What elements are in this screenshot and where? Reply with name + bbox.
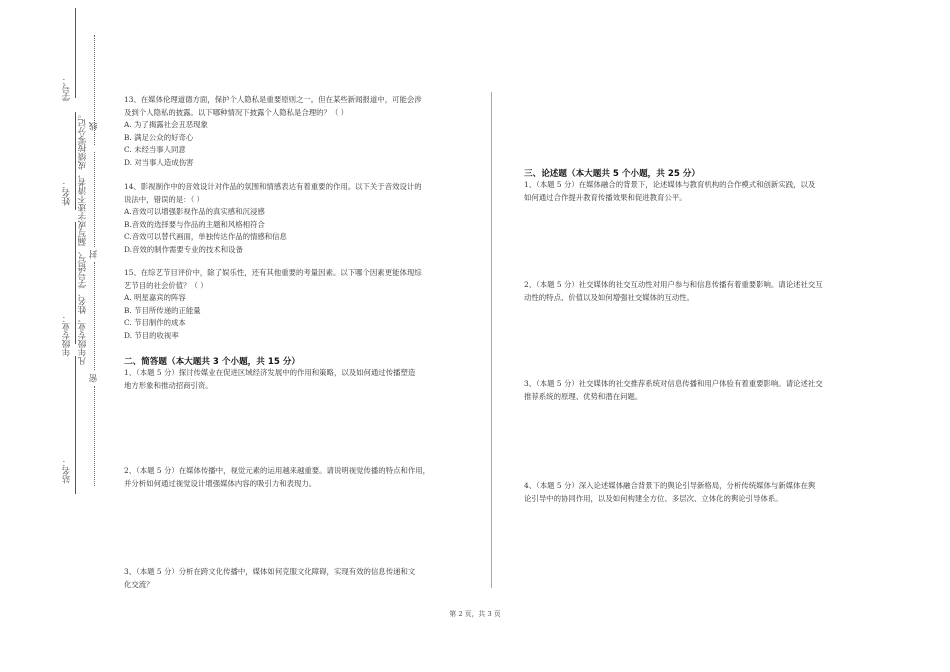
q14-option-a: A.音效可以增强影视作品的真实感和沉浸感 (124, 207, 265, 216)
q13-option-b: B. 满足公众的好奇心 (124, 132, 194, 142)
name-line (75, 112, 76, 210)
seal-dotted-line-2 (94, 152, 95, 247)
essay4-line-2: 论引导中的协同作用，以及如何构建全方位、多层次、立体化的舆论引导体系。 (524, 493, 783, 503)
q15-option-a: A. 明星嘉宾的阵容 (124, 293, 186, 302)
q14-stem-1: 14、影视制作中的音效设计对作品的氛围和情感表达有着重要的作用。以下关于音效设计的 (124, 182, 422, 191)
seal-dotted-line-3 (94, 262, 95, 370)
class-label: 年级专业： (62, 314, 72, 357)
sa2-line-1: 2、（本题 5 分）在媒体传播中，视觉元素的运用越来越重要。请说明视觉传播的特点和作用， (124, 466, 431, 475)
sa1-line-1: 1、（本题 5 分）探讨传媒业在促进区域经济发展中的作用和策略，以及如何通过传播塑造 (124, 368, 416, 377)
q13-option-d: D. 对当事人造成伤害 (124, 157, 194, 167)
q13-stem-2: 及到个人隐私的披露。以下哪种情况下披露个人隐私是合理的？（ ） (124, 107, 349, 117)
binding-notice: 凡年级专业、姓名、学号错写、漏写或字迹不清者，成绩按零分记。 (78, 110, 88, 365)
sa3-line-2: 化交流？ (124, 579, 154, 589)
essay-3 (524, 378, 884, 403)
seal-char-2: 封 (89, 250, 99, 259)
section-2-title: 二、简答题（本大题共 3 个小题，共 15 分） (124, 357, 301, 367)
student-id-label: 学号： (62, 76, 72, 102)
q14-option-b: B.音效的选择要与作品的主题和风格相符合 (124, 219, 265, 229)
sa2-line-2: 并分析如何通过视觉设计增强媒体内容的吸引力和表现力。 (124, 478, 317, 488)
question-13 (124, 94, 484, 169)
q13-option-a: A. 为了揭露社会丑恶现象 (124, 120, 208, 129)
q15-option-b: B. 节目所传递的正能量 (124, 305, 201, 315)
q15-option-d: D. 节目的收视率 (124, 330, 179, 340)
class-line (75, 222, 76, 344)
student-id-line (75, 8, 76, 98)
sa3-line-1: 3、（本题 5 分）分析在跨文化传播中，媒体如何克服文化障碍，实现有效的信息传递和文 (124, 567, 416, 576)
essay2-line-2: 动性的特点、价值以及如何增强社交媒体的互动性。 (524, 292, 694, 302)
q14-option-d: D.音效的制作需要专业的技术和设备 (124, 244, 243, 254)
essay1-line-1: 1、（本题 5 分）在媒体融合的背景下，论述媒体与教育机构的合作模式和创新实践，以及 (524, 180, 816, 189)
q14-stem-2: 说法中，错误的是：（ ） (124, 194, 204, 204)
page-footer: 第 2 页，共 3 页 (449, 610, 501, 618)
seal-char-1: 密 (89, 374, 99, 383)
question-15 (124, 267, 484, 342)
essay-1 (524, 179, 884, 204)
seal-char-3: 线 (89, 122, 99, 131)
q15-stem-1: 15、在综艺节目评价中，除了娱乐性，还有其他重要的考量因素。以下哪个因素更能体现综 (124, 268, 422, 277)
short-answer-1 (124, 367, 484, 392)
essay-4 (524, 480, 884, 505)
q13-stem-1: 13、在媒体伦理道德方面，保护个人隐私是重要原则之一。但在某些新闻报道中，可能会涉 (124, 95, 422, 104)
short-answer-3 (124, 566, 484, 591)
short-answer-2 (124, 465, 484, 490)
question-14 (124, 181, 484, 256)
essay3-line-2: 推荐系统的原理、优势和潜在问题。 (524, 391, 643, 401)
name-label: 姓名： (62, 180, 72, 206)
essay-2 (524, 279, 884, 304)
essay1-line-2: 如何通过合作提升教育传播效果和促进教育公平。 (524, 192, 687, 202)
q13-option-c: C. 未经当事人同意 (124, 145, 186, 155)
section-3-title: 三、论述题（本大题共 5 个小题，共 25 分） (524, 169, 701, 179)
school-label: 站名： (62, 458, 72, 484)
essay2-line-1: 2、（本题 5 分）社交媒体的社交互动性对用户参与和信息传播有着重要影响。请论述社交互 (524, 280, 823, 289)
q15-option-c: C. 节目制作的成本 (124, 318, 186, 328)
q14-option-c: C.音效可以替代画面，单独传达作品的情感和信息 (124, 232, 287, 242)
essay4-line-1: 4、（本题 5 分）深入论述媒体融合背景下的舆论引导新格局，分析传统媒体与新媒体在舆 (524, 481, 816, 490)
q15-stem-2: 艺节目的社会价值？（ ） (124, 280, 208, 290)
school-line (75, 356, 76, 494)
sa1-line-2: 地方形象和推动招商引资。 (124, 380, 213, 390)
seal-dotted-line-4 (94, 386, 95, 486)
column-divider (491, 92, 492, 588)
essay3-line-1: 3、（本题 5 分）社交媒体的社交推荐系统对信息传播和用户体验有着重要影响。请论述社交 (524, 379, 823, 388)
